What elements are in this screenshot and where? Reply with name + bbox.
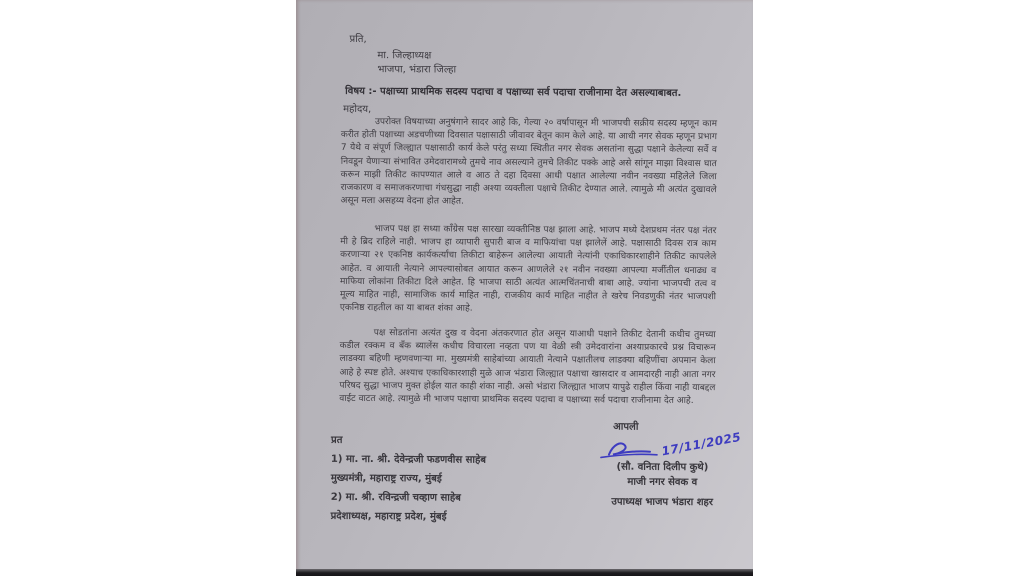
subject-line: विषय :- पक्षाच्या प्राथमिक सदस्य पदाचा व पक्षाच्या सर्व पदाचा राजीनामा देत असल्याबाबत.: [345, 85, 682, 99]
letter-photo: [296, 0, 753, 576]
recipient-org: भाजपा, भंडारा जिल्हा: [377, 64, 457, 76]
signatory-role-1: माजी नगर सेवक व: [627, 476, 698, 489]
body-paragraph-1: उपरोक्त विषयाच्या अनुषंगाने सादर आहे कि, गेल्या २० वर्षापासून मी भाजपची सक्रीय सदस्य म्हणून काम करीत होती पक्षाच्या अडचणीच्या दिवसात पक्षासाठी जीवावर बेतून काम केले आहे. या आधी नगर सेवक म्हणून प्रभाग 7 येथे व संपूर्ण जिल्ह्यात पक्षासाठी कार्य केले परंतु सध्या स्थितीत नगर सेवक असतांना सुद्धा पक्षाने केलेल्या सर्वे व निवडून येणाऱ्या संभावित उमेदवारामध्ये तुमचे नाव असल्याने तुमचे तिकीट पक्के आहे असे सांगून माझा विश्वास घात करून माझी तिकीट कापण्यात आले व आठ ते दहा दिवसा आधी पक्षात आलेल्या नवीन नवख्या महिलेले जिला राजकारण व समाजकरणाचा गंधसुद्धा नाही अश्या व्यक्तीला पक्षाचे तिकीट देण्यात आले. त्यामुळे मी अत्यंत दुखावले असून मला असहय्य वेदना होत आहेत.: [340, 117, 718, 207]
body-paragraph-3: पक्ष सोडतांना अत्यंत दुख व वेदना अंतकरणात होत असून याआधी पक्षाने तिकीट देतानी कधीच तुमच्या कडील रक्कम व बँक ब्यालेंस कधीच विचारला नव्हता पण या वेळी स्त्री उमेदवारांना अश्याप्रकारचे प्रश्न विचारून लाडक्या बहिणी म्हणवणाऱ्या मा. मुख्यमंत्री साहेबांच्या आयाती नेत्याने पक्षातीलच लाडक्या बहिणींचा अपमान केला आहे हे स्पष्ट होते. अश्याच एकाधिकारशाही मुळे आज भंडारा जिल्ह्यात पक्षाचा खासदार व आमदारही नाही आता नगर परिषद सुद्धा भाजप मुक्त होईल यात काही शंका नाही. असो भंडारा जिल्ह्यात भाजप यापुढे राहील किंवा नाही याबद्दल वाईट वाटत आहे. त्यामुळे मी भाजप पक्षाचा प्राथमिक सदस्य पदाचा व पक्षाच्या सर्व पदाचा राजीनामा देत आहे.: [339, 328, 716, 407]
signature-date: 17/11/2025: [660, 429, 743, 459]
salutation: प्रति,: [349, 33, 367, 46]
resignation-letter: [294, 0, 755, 577]
greeting: महोदय,: [343, 103, 372, 116]
signatory-role-2: उपाध्यक्ष भाजप भंडारा शहर: [611, 496, 713, 509]
copy-item-1-name: 1) मा. ना. श्री. देवेन्द्रजी फडणवीस साहेब: [330, 453, 487, 466]
copy-item-2-name: 2) मा. श्री. रविन्द्रजी चव्हाण साहेब: [330, 491, 461, 504]
copies-list: [331, 431, 487, 527]
photo-bottom-edge: [296, 569, 753, 576]
body-paragraph-2: भाजप पक्ष हा सध्या काँग्रेस पक्ष सारखा व्यक्तीनिष्ठ पक्ष झाला आहे. भाजप मध्ये देशप्रथम नंतर पक्ष नंतर मी हे ब्रिद राहिले नाही. भाजप हा व्यापारी सुपारी बाज व माफियांचा पक्ष झालेलें आहे. पक्षासाठी दिवस रात्र काम करणाऱ्या २१ एकनिष्ठ कार्यकर्त्यांचा तिकीटा बाहेरून आलेल्या आयाती नेत्यांनी एकाधिकारशाहीने तिकीट कापलेले आहेत. व आयाती नेत्याने आपल्यासोबत आयात करून आणलेले २१ नवीन नवख्या आपल्या मर्जीतील धनाढ्य व माफिया लोकांना तिकीटा दिले आहेत. हि भाजपा साठी अत्यंत आत्मचिंतनाची बाबा आहे. ज्यांना भाजपची तत्व व मूल्य माहित नाही, सामाजिक कार्य माहित नाही, राजकीय कार्य माहित नाहीत ते खरेच निवडणुकी नंतर भाजपशी एकनिष्ठ राहतील का या बाबत शंका आहे.: [339, 224, 717, 314]
signatory-name: (सौ. वनिता दिलीप कुथे): [616, 461, 709, 474]
recipient-title: मा. जिल्हाध्यक्ष: [377, 50, 432, 62]
copies-label: प्रत: [331, 434, 343, 446]
copy-item-1-role: मुख्यमंत्री, महाराष्ट्र राज्य, मुंबई: [330, 472, 442, 485]
signatory-block: [575, 458, 750, 513]
copy-item-2-role: प्रदेशाध्यक्ष, महाराष्ट्र प्रदेश, मुंबई: [330, 510, 447, 523]
closing-word: आपली: [613, 421, 639, 433]
